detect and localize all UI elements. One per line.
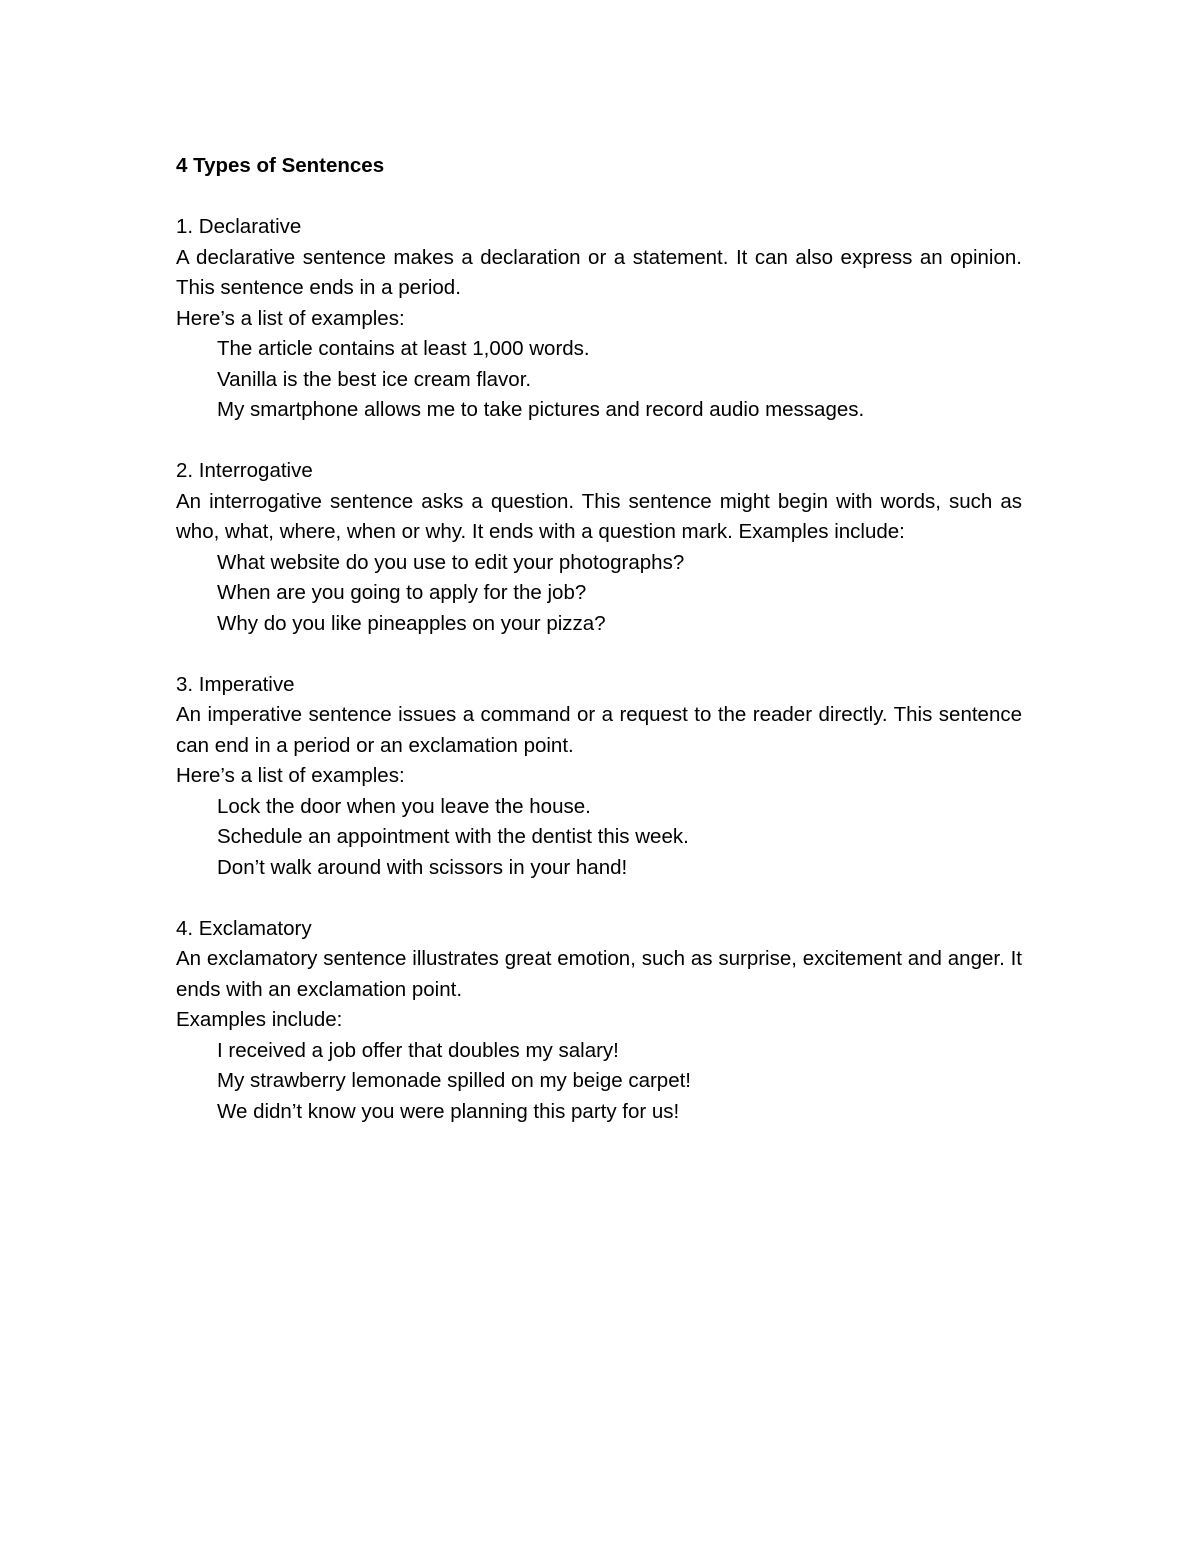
section-body: An exclamatory sentence illustrates great emotion, such as surprise, excitement and anger. It ends with an exclamation point. <box>176 947 1022 1001</box>
section-imperative <box>176 670 1022 884</box>
example-sentence: I received a job offer that doubles my salary! <box>217 1038 619 1062</box>
example-sentence: Schedule an appointment with the dentist this week. <box>217 825 689 848</box>
section-interrogative <box>176 456 1022 639</box>
document-title: 4 Types of Sentences <box>176 154 385 177</box>
example-sentence: Don’t walk around with scissors in your hand! <box>217 855 628 879</box>
spacer <box>176 883 1022 914</box>
section-lead: Here’s a list of examples: <box>176 306 405 330</box>
section-heading: 4. Exclamatory <box>176 916 312 940</box>
section-heading: 3. Imperative <box>176 672 295 696</box>
example-sentence: Why do you like pineapples on your pizza? <box>217 611 606 635</box>
section-declarative <box>176 212 1022 426</box>
section-body: A declarative sentence makes a declaration or a statement. It can also express an opinion. This sentence ends in a period. <box>176 245 1022 299</box>
example-sentence: My smartphone allows me to take pictures and record audio messages. <box>217 398 865 421</box>
spacer <box>176 182 1022 213</box>
example-sentence: Vanilla is the best ice cream flavor. <box>217 367 532 391</box>
section-heading: 1. Declarative <box>176 215 302 238</box>
example-sentence: What website do you use to edit your photographs? <box>217 550 685 574</box>
section-heading: 2. Interrogative <box>176 459 313 482</box>
spacer <box>176 426 1022 457</box>
example-sentence: The article contains at least 1,000 words. <box>217 337 590 360</box>
example-sentence: We didn’t know you were planning this party for us! <box>217 1099 680 1123</box>
document-page <box>176 151 1022 1127</box>
section-lead: Examples include: <box>176 1008 343 1031</box>
spacer <box>176 639 1022 670</box>
example-sentence: My strawberry lemonade spilled on my beige carpet! <box>217 1069 691 1092</box>
section-body: An interrogative sentence asks a question. This sentence might begin with words, such as who, what, where, when or why. It ends with a question mark. Examples include: <box>176 489 1022 543</box>
section-exclamatory <box>176 914 1022 1128</box>
section-lead: Here’s a list of examples: <box>176 764 405 787</box>
example-sentence: Lock the door when you leave the house. <box>217 794 591 818</box>
section-body: An imperative sentence issues a command or a request to the reader directly. This sentence can end in a period or an exclamation point. <box>176 703 1022 757</box>
example-sentence: When are you going to apply for the job? <box>217 581 587 604</box>
